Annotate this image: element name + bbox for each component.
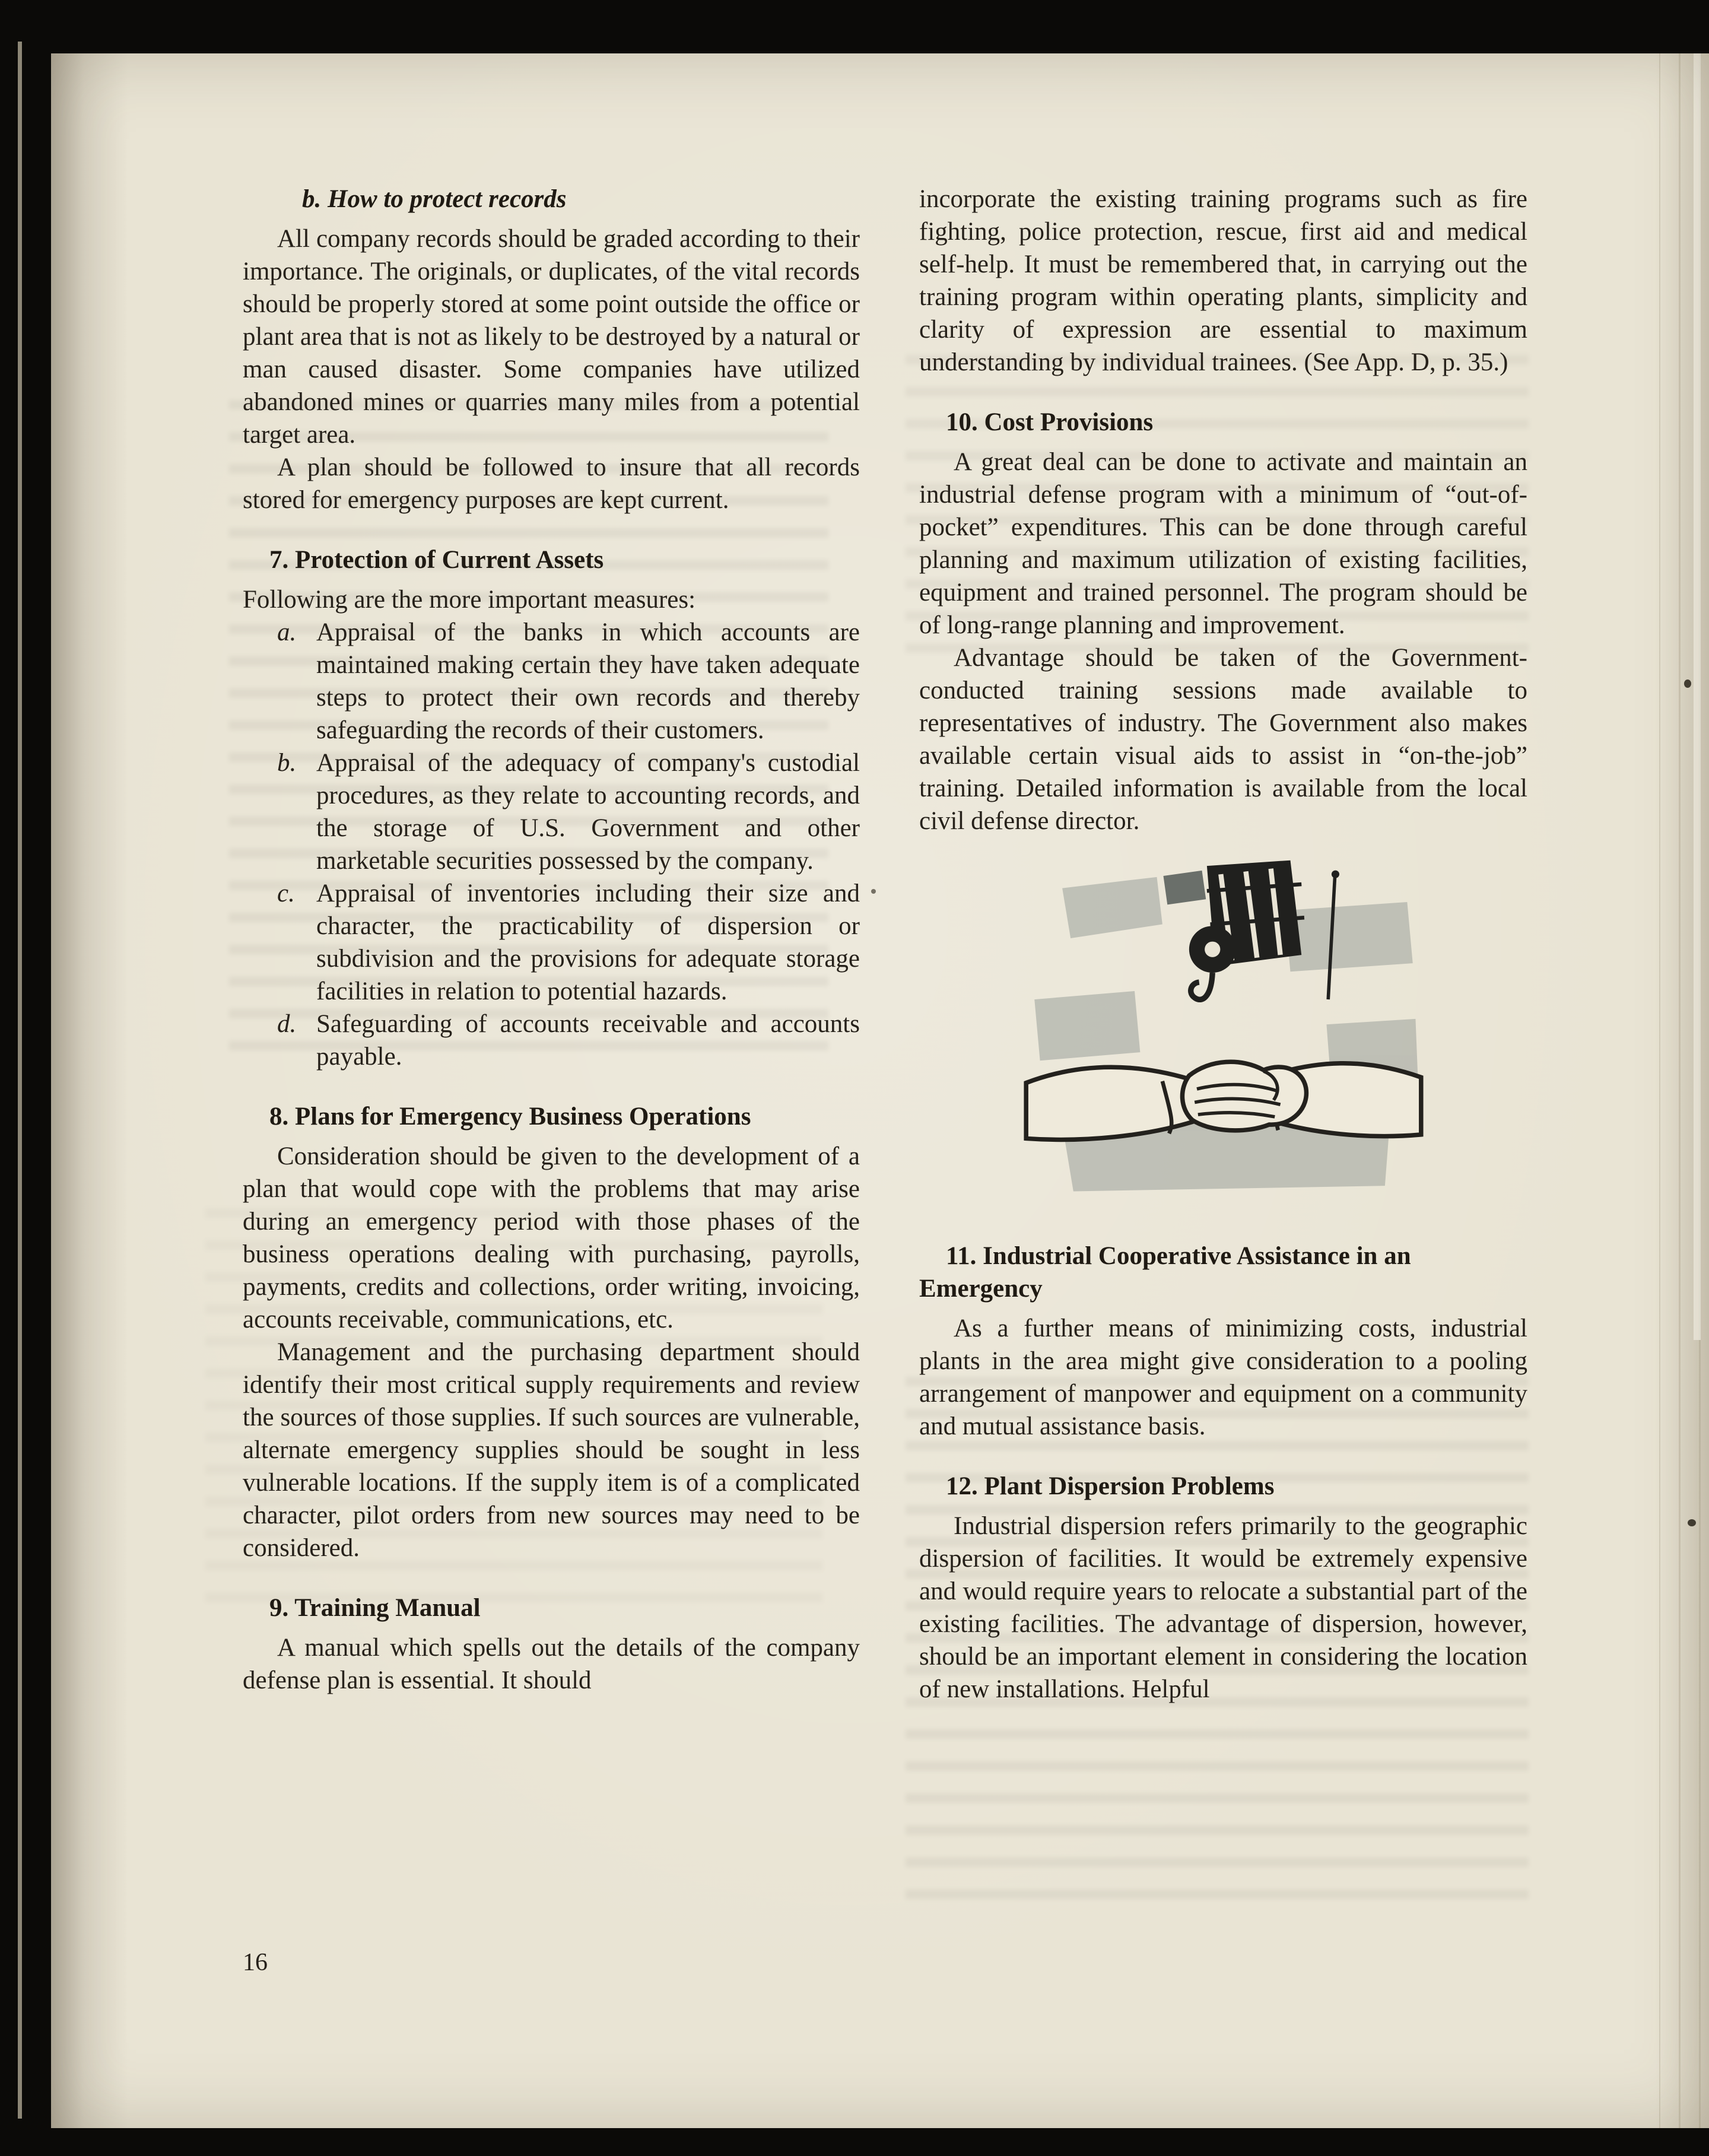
handshake-illustration-svg — [1022, 858, 1425, 1214]
paragraph: A great deal can be done to activate and maintain an industrial defense program with a minimum of “out-of-pocket” expenditures. This can be done through careful planning and maximum utilization of existing facilities, equipment and trained personnel. The program should be of long-range planning and improvement. — [919, 448, 1527, 639]
paragraph: incorporate the existing training programs such as fire fighting, police protection, rescue, first aid and medical self-help. It must be remembered that, in carrying out the training program within operating plants, simplicity and clarity of expression are essential to maximum understanding by individual trainees. (See App. D, p. 35.) — [919, 185, 1527, 376]
paragraph: Consideration should be given to the development of a plan that would cope with the problems that may arise during an emergency period with those phases of the business operations dealing with purchasing, payrolls, payments, credits and collections, order writing, invoicing, accounts receivable, communications, etc. — [243, 1142, 860, 1333]
adjacent-page-edge — [18, 42, 22, 2119]
paragraph: As a further means of minimizing costs, industrial plants in the area might give consideration to a pooling arrangement of manpower and equipment on a community and mutual assistance basis. — [919, 1314, 1527, 1440]
measures-list — [243, 616, 860, 1073]
list-item-label: a. — [277, 618, 297, 646]
heading-plans-for-emergency-business-operations: 8. Plans for Emergency Business Operations — [269, 1103, 751, 1131]
paragraph: Industrial dispersion refers primarily to the geographic dispersion of facilities. It would be extremely expensive and would require years to relocate a substantial part of the existing facilities. The advantage of dispersion, however, should be an important element in considering the location of new installations. Helpful — [919, 1512, 1527, 1703]
right-column — [919, 183, 1527, 1706]
paragraph: Management and the purchasing department should identify their most critical supply requirements and review the sources of those supplies. If such sources are vulnerable, alternate emergency supplies should be sought in less vulnerable locations. If the supply item is of a complicated character, pilot orders from new sources may need to be considered. — [243, 1338, 860, 1562]
list-item-text: Appraisal of the adequacy of company's custodial procedures, as they relate to accounting records, and the storage of U.S. Government and other marketable securities possessed by the company. — [316, 749, 860, 875]
heading-industrial-cooperative-assistance: 11. Industrial Cooperative Assistance in an Emergency — [919, 1242, 1411, 1303]
dust-speck — [1688, 1519, 1696, 1526]
list-item-label: c. — [277, 879, 295, 907]
page-stack-edge-lines — [1659, 53, 1709, 2128]
list-item-label: b. — [277, 749, 297, 777]
dust-speck — [1684, 679, 1691, 688]
heading-plant-dispersion-problems: 12. Plant Dispersion Problems — [946, 1472, 1275, 1500]
list-item-label: d. — [277, 1010, 297, 1038]
paragraph: All company records should be graded according to their importance. The originals, or duplicates, of the vital records should be properly stored at some point outside the office or plant area that is not as likely to be destroyed by a natural or man caused disaster. Some companies have utilized abandoned mines or quarries many miles from a potential target area. — [243, 225, 860, 449]
heading-cost-provisions: 10. Cost Provisions — [946, 408, 1154, 436]
paragraph: Following are the more important measures: — [243, 586, 696, 614]
heading-protection-of-current-assets: 7. Protection of Current Assets — [269, 546, 604, 574]
list-item-c — [243, 877, 860, 1008]
list-item-a — [243, 616, 860, 747]
heading-training-manual: 9. Training Manual — [269, 1594, 481, 1622]
paragraph: A manual which spells out the details of the company defense plan is essential. It should — [243, 1634, 860, 1694]
page-stack-bright-edge — [1694, 53, 1701, 1340]
page-number: 16 — [243, 1949, 268, 1976]
paragraph: A plan should be followed to insure that all records stored for emergency purposes are kept current. — [243, 453, 860, 514]
scanned-page — [51, 53, 1709, 2128]
list-item-b — [243, 747, 860, 877]
list-item-d — [243, 1008, 860, 1073]
list-item-text: Appraisal of the banks in which accounts are maintained making certain they have taken adequate steps to protect their own records and thereby safeguarding the records of their customers. — [316, 618, 860, 744]
clasped-hands — [1182, 1062, 1306, 1131]
list-item-text: Safeguarding of accounts receivable and accounts payable. — [316, 1010, 860, 1071]
subheading-how-to-protect-records: b. How to protect records — [302, 185, 567, 213]
dust-speck — [871, 889, 876, 894]
paragraph: Advantage should be taken of the Government-conducted training sessions made available to representatives of industry. The Government also makes available certain visual aids to assist in “on-the-job” training. Detailed information is available from the local civil defense director. — [919, 644, 1527, 835]
list-item-text: Appraisal of inventories including their size and character, the practicability of dispersion or subdivision and the provisions for adequate storage facilities in relation to potential hazards. — [316, 879, 860, 1005]
handshake-illustration — [1022, 858, 1425, 1214]
left-column — [243, 183, 860, 1697]
